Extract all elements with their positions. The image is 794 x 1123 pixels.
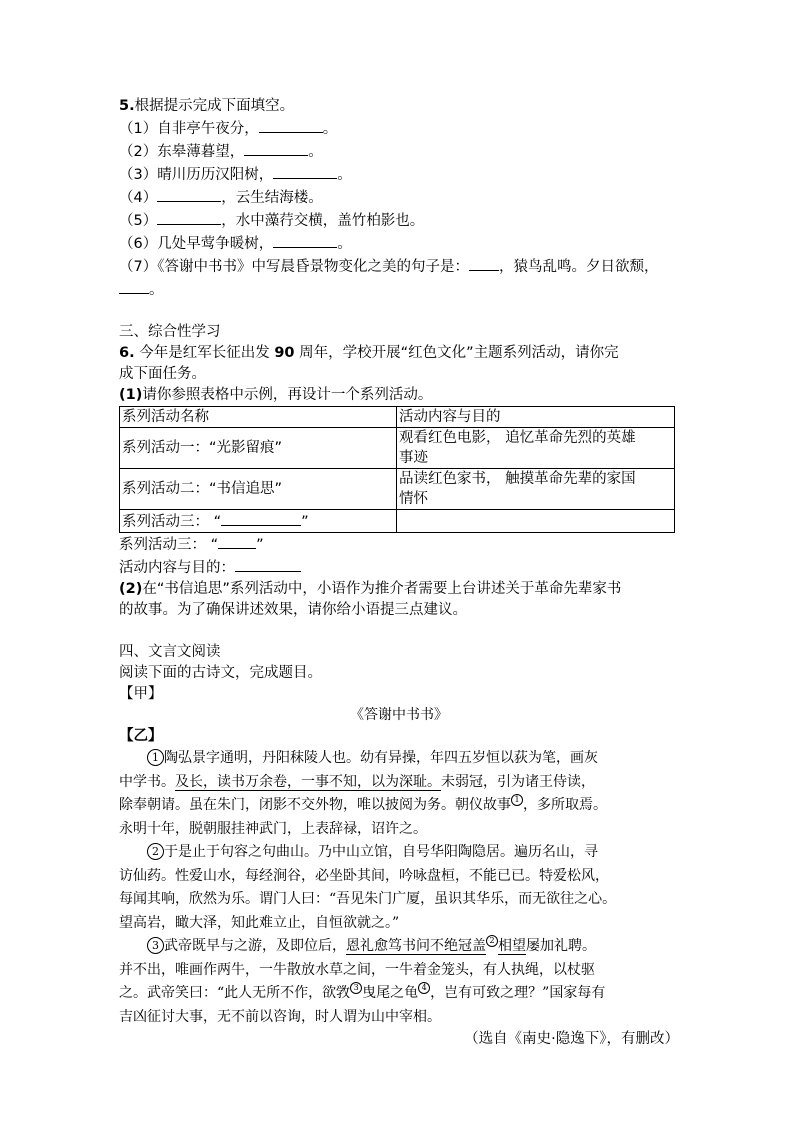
passage-text: 武帝既早与之游，及即位后， <box>164 938 346 954</box>
q6-answer-name <box>119 533 679 556</box>
q5-item-1 <box>119 117 679 140</box>
table-cell-empty[interactable] <box>397 510 675 533</box>
q5-number: 5. <box>119 98 135 114</box>
section-4-heading: 四、文言文阅读 <box>119 644 221 660</box>
q5-item-7-mid: ，猿鸟乱鸣。夕日欲颓， <box>498 259 659 275</box>
table-header-row <box>120 407 675 428</box>
q5-item-7 <box>119 255 679 278</box>
q6-sub-1 <box>119 385 679 406</box>
q6-sub-1-number: (1) <box>119 387 143 403</box>
q5-instruction: 根据提示完成下面填空。 <box>134 98 295 114</box>
table-cell: 系列活动二：“书信追思” <box>120 469 397 510</box>
passage-text: 于是止于句容之句曲山。乃中山立馆，自号华阳陶隐居。遍历名山，寻 <box>164 844 598 860</box>
q5-item-4-prompt: （4） <box>119 190 158 206</box>
passage-yi-label: 【乙】 <box>119 728 163 744</box>
q5-item-7-cont <box>119 278 679 301</box>
table-cell-text: 系列活动三： “ <box>122 514 222 530</box>
q6-sub-2 <box>119 579 679 600</box>
passage-text: 曳尾之龟 <box>362 985 419 1001</box>
q6-sub-2-number: (2) <box>119 581 143 597</box>
passage-line: 并不出，唯画作两牛，一牛散放水草之间，一牛着金笼头，有人执绳，以杖驱 <box>119 961 595 978</box>
passage-jia-label: 【甲】 <box>119 686 163 702</box>
q5-item-2 <box>119 140 679 163</box>
table-row <box>120 510 675 533</box>
section-4-intro: 阅读下面的古诗文，完成题目。 <box>119 665 322 681</box>
passage-line: 吉凶征讨大事，无不前以咨询，时人谓为山中宰相。 <box>119 1008 441 1025</box>
footnote-marker: 4 <box>418 982 430 994</box>
underlined-sentence: 恩礼愈笃书问不绝冠盖 <box>346 938 486 954</box>
answer-blank[interactable] <box>221 510 301 526</box>
table-row <box>120 428 675 469</box>
passage-line: 永明十年，脱朝服挂神武门，上表辞禄，诏许之。 <box>119 820 427 837</box>
paragraph-number: 2 <box>147 843 164 860</box>
q5-item-3 <box>119 163 679 186</box>
passage-line <box>119 982 679 1006</box>
q6-answer-content <box>119 556 679 579</box>
passage-line <box>119 841 679 865</box>
passage-text: 屡加礼聘。 <box>526 938 596 954</box>
table-cell <box>397 469 675 510</box>
paragraph-number: 1 <box>147 749 164 766</box>
q5-item-2-end: 。 <box>308 144 323 160</box>
table-cell-text: ” <box>301 514 309 530</box>
q6-line-2: 成下面任务。 <box>119 366 206 382</box>
answer-blank[interactable] <box>119 278 149 294</box>
table-cell-line: 品读红色家书， 触摸革命先辈的家国 <box>399 471 636 487</box>
q6-text-a: 今年是红军长征出发 <box>134 345 275 361</box>
activity-table <box>119 406 675 533</box>
q6-line-1 <box>119 343 679 364</box>
paragraph-number: 3 <box>147 937 164 954</box>
passage-line <box>119 747 679 771</box>
passage-yi <box>119 747 679 1029</box>
q5-item-2-prompt: （2）东皋薄暮望， <box>119 144 245 160</box>
passage-line <box>119 935 679 959</box>
answer-blank[interactable] <box>157 186 221 202</box>
footnote-marker: 2 <box>486 935 498 947</box>
passage-text: ，多所取焉。 <box>523 797 607 813</box>
section-3-heading: 三、综合性学习 <box>119 324 221 340</box>
q5-item-6-prompt: （6）几处早莺争暖树， <box>119 236 274 252</box>
passage-line: 望高岩，瞰大泽，知此难立止，自恒欲就之。” <box>119 914 400 931</box>
q5-item-7-end: 。 <box>149 282 164 298</box>
q5-item-6 <box>119 232 679 255</box>
q5-item-5-end: ，水中藻荇交横，盖竹柏影也。 <box>221 213 425 229</box>
answer-blank[interactable] <box>273 232 337 248</box>
table-cell: 系列活动一：“光影留痕” <box>120 428 397 469</box>
answer-blank[interactable] <box>273 163 337 179</box>
table-header-cell: 系列活动名称 <box>120 407 397 428</box>
q5-title <box>119 96 679 117</box>
answer-blank[interactable] <box>259 117 323 133</box>
q5-item-5 <box>119 209 679 232</box>
q6-answer-label: 活动内容与目的： <box>119 560 235 576</box>
answer-blank[interactable] <box>469 255 499 271</box>
table-cell <box>397 428 675 469</box>
passage-text: 陶弘景字通明，丹阳秣陵人也。幼有异操，年四五岁恒以荻为笔，画灰 <box>164 750 598 766</box>
q6-answer-label-end: ” <box>256 537 264 553</box>
answer-blank[interactable] <box>235 556 301 572</box>
passage-text: 未弱冠，引为诸王侍读， <box>441 773 595 790</box>
q5-item-1-end: 。 <box>322 121 338 137</box>
table-cell-line: 情怀 <box>399 491 428 507</box>
footnote-marker: 3 <box>350 982 362 994</box>
answer-blank[interactable] <box>157 209 221 225</box>
passage-line: 访仙药。性爱山水，每经涧谷，必坐卧其间，吟咏盘桓，不能已已。特爱松风， <box>119 867 609 884</box>
q6-sub-2-text: 在“书信追思”系列活动中，小语作为推介者需要上台讲述关于革命先辈家书 <box>142 581 622 597</box>
underlined-sentence: 及长，读书万余卷，一事不知，以为深耻。 <box>175 773 441 790</box>
passage-line <box>119 794 679 818</box>
table-cell <box>120 510 397 533</box>
q6-sub-1-text: 请你参照表格中示例，再设计一个系列活动。 <box>142 387 433 403</box>
q6-text-num: 90 <box>274 345 295 361</box>
passage-text: 之。武帝笑曰：“此人无所不作，欲敩 <box>119 985 351 1001</box>
table-row <box>120 469 675 510</box>
passage-text: 除奉朝请。虽在朱门，闭影不交外物，唯以披阅为务。朝仪故事 <box>119 797 511 813</box>
q6-sub-2-cont: 的故事。为了确保讲述效果，请你给小语提三点建议。 <box>119 602 467 618</box>
passage-line: 每闻其响，欣然为乐。谓门人曰：“吾见朱门广厦，虽识其华乐，而无欲往之心。 <box>119 891 617 907</box>
exam-page <box>119 96 679 1050</box>
q5-item-3-end: 。 <box>337 167 352 183</box>
q6-number: 6. <box>119 345 135 361</box>
passage-source: （选自《南史·隐逸下》，有删改） <box>464 1031 679 1047</box>
underlined-sentence: 相望 <box>498 938 526 954</box>
q5-item-4 <box>119 186 679 209</box>
poem-title: 《答谢中书书》 <box>350 707 448 723</box>
q5-item-1-prompt: （1）自非亭午夜分， <box>119 121 259 137</box>
table-header-cell: 活动内容与目的 <box>397 407 675 428</box>
answer-blank[interactable] <box>244 140 308 156</box>
answer-blank[interactable] <box>218 533 256 549</box>
passage-line <box>119 771 679 795</box>
q5-item-3-prompt: （3）晴川历历汉阳树， <box>119 167 274 183</box>
passage-text: ，岂有可致之理？”国家每有 <box>430 985 606 1001</box>
passage-text: 中学书。 <box>119 773 175 790</box>
footnote-marker: 1 <box>511 794 523 806</box>
table-cell-line: 观看红色电影， 追忆革命先烈的英雄 <box>399 430 636 446</box>
q5-item-4-end: ，云生结海楼。 <box>221 190 323 206</box>
table-cell-line: 事迹 <box>399 450 428 466</box>
q5-item-7-prompt: （7）《答谢中书书》中写晨昏景物变化之美的句子是： <box>119 259 469 275</box>
q5-item-5-prompt: （5） <box>119 213 158 229</box>
q6-answer-label: 系列活动三： “ <box>119 537 219 553</box>
q6-text-b: 周年，学校开展“红色文化”主题系列活动，请你完 <box>294 345 619 361</box>
q5-item-6-end: 。 <box>337 236 352 252</box>
